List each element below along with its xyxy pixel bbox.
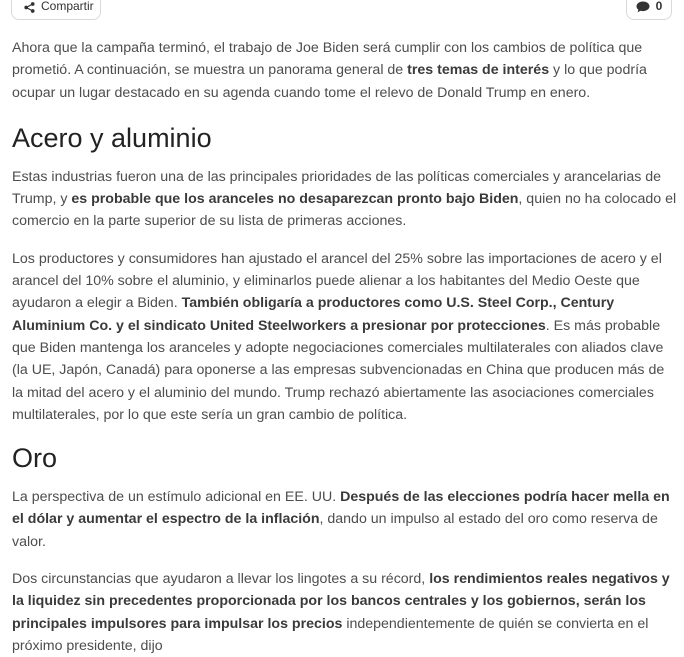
- article-body: [12, 37, 678, 657]
- comment-icon: [636, 1, 650, 13]
- oro-p2-bold: los rendimientos reales negativos y la liquidez sin precedentes proporcionada por los bancos centrales y los gobiernos, serán los principales impulsores para impulsar los precios: [12, 571, 670, 632]
- oro-p1-text-1: La perspectiva de un estímulo adicional en EE. UU.: [12, 489, 341, 506]
- oro-paragraph-2: [12, 568, 678, 657]
- acero-p1-bold: es probable que los aranceles no desaparezcan pronto bajo Biden: [71, 191, 519, 208]
- acero-paragraph-1: [12, 166, 678, 233]
- intro-text-1: Ahora que la campaña terminó, el trabajo de Joe Biden será cumplir con los cambios de política que prometió. A continuación, se muestra un panorama general de: [12, 40, 643, 79]
- comments-button[interactable]: [626, 0, 672, 20]
- oro-p2-text-1: Dos circunstancias que ayudaron a llevar los lingotes a su récord,: [12, 571, 430, 588]
- oro-paragraph-1: [12, 486, 678, 553]
- acero-p1-text-1: Estas industrias fueron una de las principales prioridades de las políticas comerciales y arancelarias de Trump, y: [12, 168, 662, 208]
- comments-count: 0: [655, 0, 663, 13]
- heading-oro: Oro: [12, 443, 58, 474]
- acero-paragraph-2: [12, 248, 678, 426]
- article-toolbar: [0, 0, 684, 22]
- acero-p2-text-1: Los productores y consumidores han ajustado el arancel del 25% sobre las importaciones de acero y el arancel del 10% sobre el aluminio, y eliminarlos puede alienar a los habitantes del Medio Oeste que ayudaron a elegir a Biden.: [12, 250, 662, 312]
- oro-p2-text-2: independientemente de quién se convierta en el próximo presidente, dijo: [12, 615, 649, 654]
- intro-text-2: y lo que podría ocupar un lugar destacado en su agenda cuando tome el relevo de Donald Trump en enero.: [12, 62, 647, 101]
- acero-p2-bold: También obligaría a productores como U.S. Steel Corp., Century Aluminium Co. y el sindicato United Steelworkers a presionar por protecciones: [12, 295, 615, 334]
- share-icon: [24, 2, 35, 13]
- acero-p2-text-2: . Es más probable que Biden mantenga los aranceles y adopte negociaciones comerciales multilaterales con aliados clave (la UE, Japón, Canadá) para oponerse a las empresas subvencionadas en China que producen más de la mitad del acero y el aluminio del mundo. Trump rechazó abiertamente las asociaciones comerciales multilaterales, por lo que este sería un gran cambio de política.: [12, 317, 665, 423]
- share-label: Compartir: [41, 0, 94, 13]
- share-button[interactable]: [11, 0, 101, 20]
- intro-paragraph: [12, 37, 678, 104]
- heading-acero-aluminio: Acero y aluminio: [12, 122, 212, 153]
- acero-p1-text-2: , quien no ha colocado el comercio en la parte superior de su lista de primeras acciones.: [12, 191, 677, 230]
- oro-p1-bold: Después de las elecciones podría hacer mella en el dólar y aumentar el espectro de la inflación: [12, 489, 670, 528]
- oro-p1-text-2: , dando un impulso al estado del oro como reserva de valor.: [12, 511, 658, 550]
- intro-bold: tres temas de interés: [407, 62, 550, 79]
